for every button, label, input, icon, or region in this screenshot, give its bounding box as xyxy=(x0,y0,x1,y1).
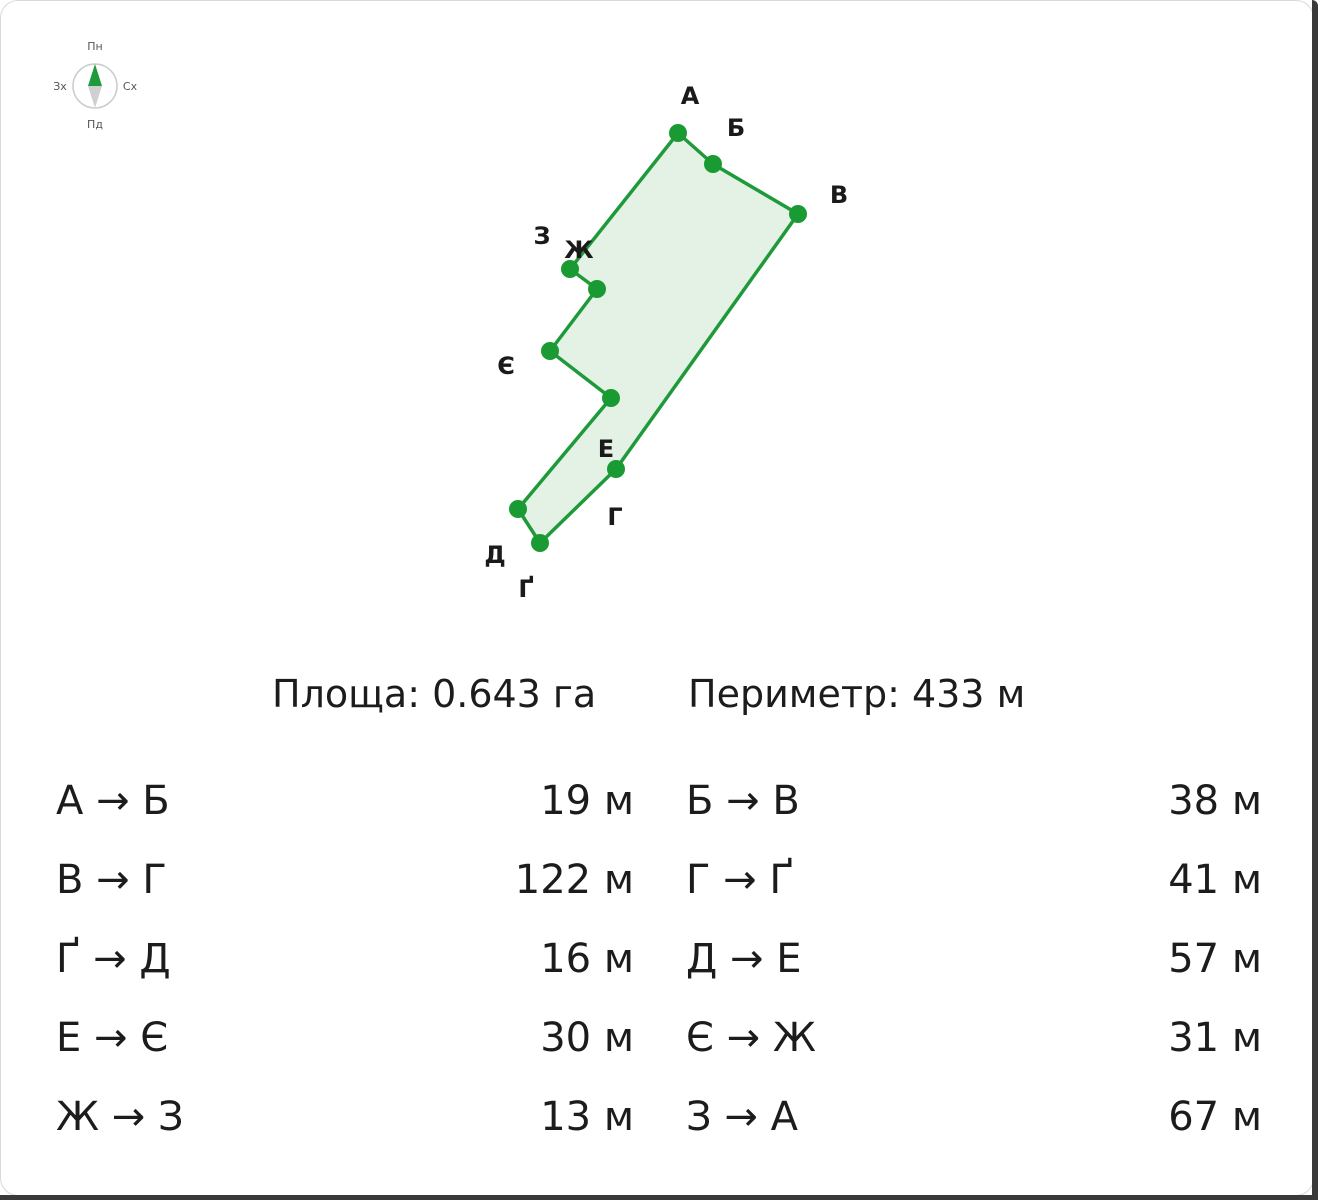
segment-length: 19 м xyxy=(540,778,634,824)
vertex-label-z: З xyxy=(533,222,551,250)
vertex-label-ye: Є xyxy=(497,352,515,380)
segment-row xyxy=(56,1094,634,1144)
segment-name: Е → Є xyxy=(56,1015,169,1061)
segment-length: 13 м xyxy=(540,1094,634,1140)
segment-name: В → Г xyxy=(56,857,167,903)
vertex-point xyxy=(669,124,687,142)
parcel-boundary xyxy=(518,133,798,543)
segment-length: 30 м xyxy=(540,1015,634,1061)
vertex-point xyxy=(602,389,620,407)
vertex-label-g: Ґ xyxy=(518,575,534,603)
segment-name: Ґ → Д xyxy=(56,936,171,982)
segment-row xyxy=(56,857,634,907)
compass-north-label: Пн xyxy=(87,40,103,53)
vertex-label-e: Е xyxy=(597,435,615,463)
segment-length: 57 м xyxy=(1168,936,1262,982)
segment-row xyxy=(686,1015,1262,1065)
segment-row xyxy=(56,778,634,828)
segment-name: З → А xyxy=(686,1094,798,1140)
vertex-point xyxy=(704,155,722,173)
segment-length: 41 м xyxy=(1168,857,1262,903)
segment-name: Є → Ж xyxy=(686,1015,816,1061)
segment-row xyxy=(56,1015,634,1065)
segment-row xyxy=(56,936,634,986)
parcel-summary xyxy=(0,672,1318,722)
segment-name: А → Б xyxy=(56,778,170,824)
vertex-label-a: А xyxy=(680,82,700,110)
vertex-point xyxy=(531,534,549,552)
segment-length: 67 м xyxy=(1168,1094,1262,1140)
segment-length: 16 м xyxy=(540,936,634,982)
vertex-point xyxy=(541,342,559,360)
vertex-label-b: Б xyxy=(726,114,746,142)
vertex-label-zh: Ж xyxy=(564,236,594,264)
segment-row xyxy=(686,936,1262,986)
vertex-point xyxy=(509,500,527,518)
compass-west-label: Зх xyxy=(53,80,67,93)
perimeter-text: Периметр: 433 м xyxy=(688,672,1026,716)
segment-row xyxy=(686,1094,1262,1144)
vertex-label-v: В xyxy=(829,181,849,209)
segment-name: Д → Е xyxy=(686,936,802,982)
compass-rose-icon xyxy=(53,40,137,131)
segment-length: 38 м xyxy=(1168,778,1262,824)
vertex-label-d: Д xyxy=(484,541,506,569)
segment-row xyxy=(686,857,1262,907)
segment-length: 31 м xyxy=(1168,1015,1262,1061)
card-edge-bottom xyxy=(0,1195,1318,1200)
vertex-label-h: Г xyxy=(607,503,623,531)
segment-row xyxy=(686,778,1262,828)
segment-name: Г → Ґ xyxy=(686,857,794,903)
vertex-point xyxy=(588,280,606,298)
segment-name: Ж → З xyxy=(56,1094,184,1140)
area-text: Площа: 0.643 га xyxy=(272,672,597,716)
segment-name: Б → В xyxy=(686,778,800,824)
vertex-point xyxy=(789,205,807,223)
compass-south-label: Пд xyxy=(87,118,103,131)
compass-east-label: Сх xyxy=(122,80,138,93)
segment-length: 122 м xyxy=(514,857,634,903)
